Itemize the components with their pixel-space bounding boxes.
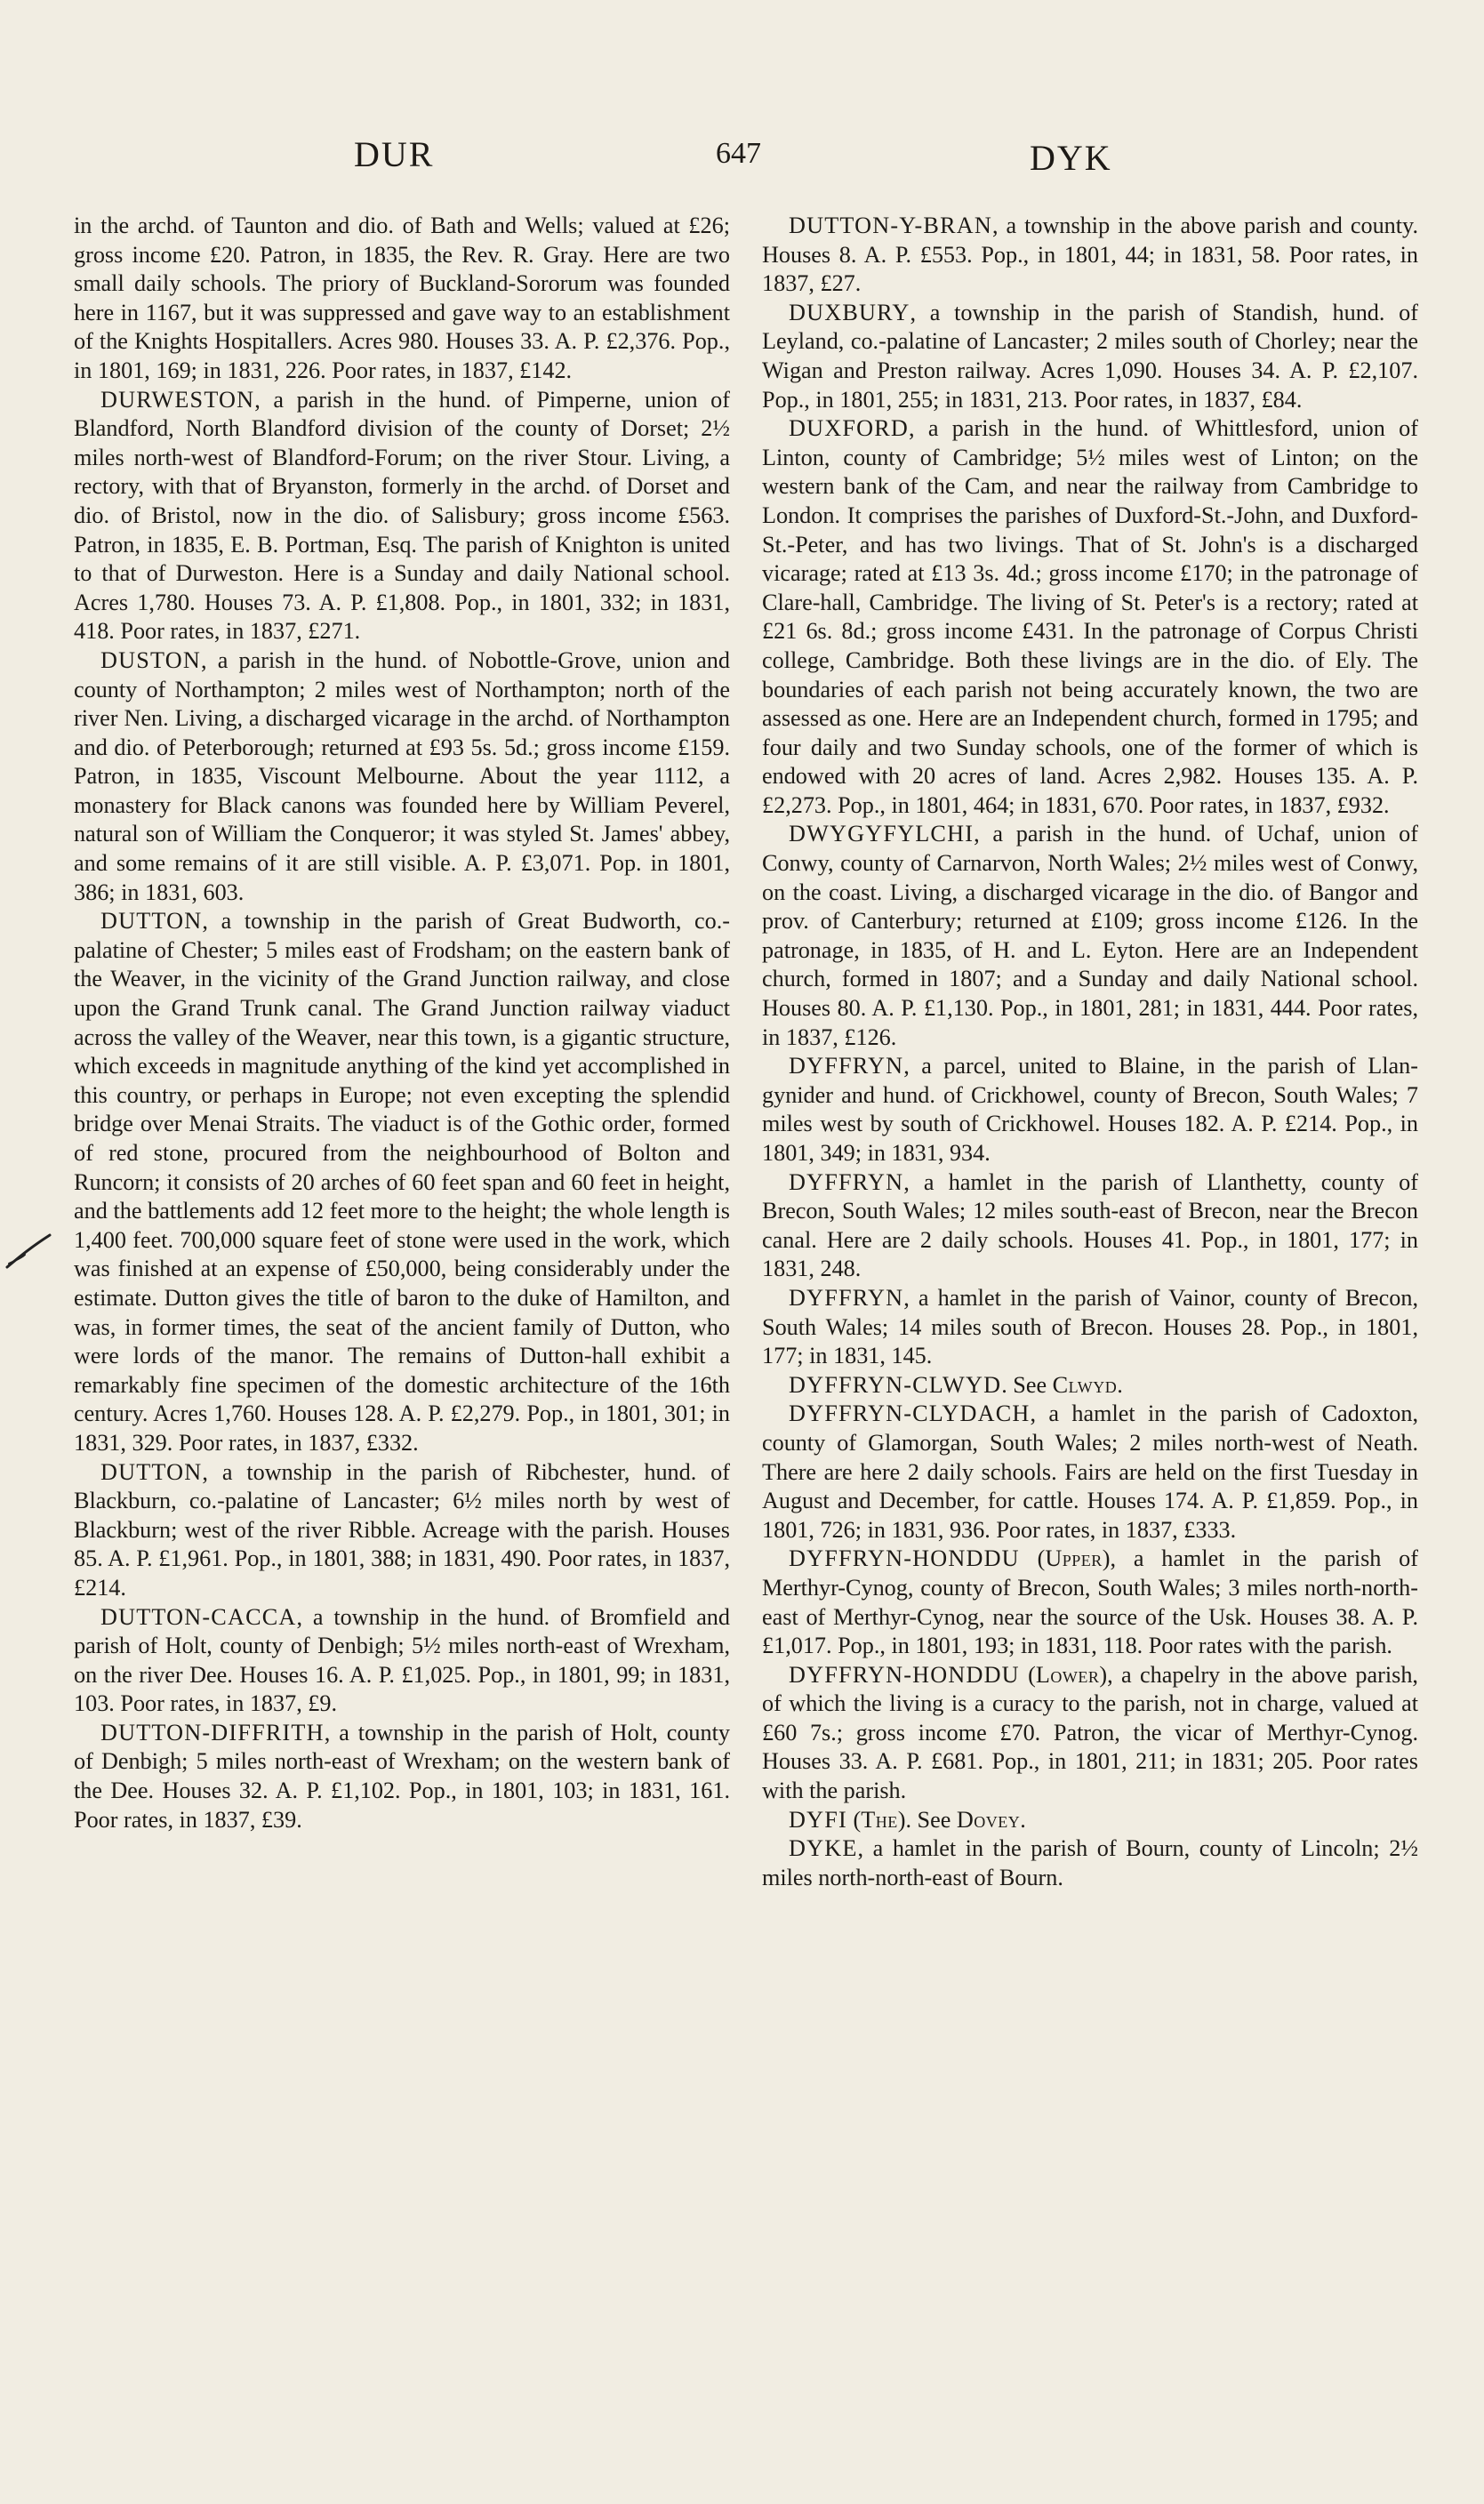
- entry-qualifier: Upper: [1045, 1545, 1103, 1572]
- page-number: 647: [716, 137, 761, 170]
- entry-text: , a parish in the hund. of Nobottle-Grove, union and county of Northampton; 2 miles west of Northampton; north of the river Nen. Living, a discharged vicarage in the archd. of Northampton and dio. of Peterborough; returned at £93 5s. 5d.; gross income £159. Patron, in 1835, Viscount Melbourne. About the year 1112, a monastery for Black canons was founded here by William Peverel, natural son of William the Conqueror; it was styled St. James' abbey, and some remains of it are still visible. A. P. £3,071. Pop. in 1801, 386; in 1831, 603.: [74, 646, 730, 905]
- entry-text: , a hamlet in the parish of Llanthetty, county of Brecon, South Wales; 12 miles south-east of Brecon, near the Brecon canal. Here are 2 daily schools. Houses 41. Pop., in 1801, 177; in 1831, 248.: [762, 1168, 1418, 1282]
- entry-text: , a hamlet in the parish of Bourn, county of Lincoln; 2½ miles north-north-east of Bourn.: [762, 1835, 1418, 1890]
- gazetteer-entry: DYFFRYN-HONDDU (Upper), a hamlet in the parish of Merthyr-Cynog, county of Brecon, South Wales; 3 miles north-north-east of Merthyr-Cynog, near the source of the Usk. Houses 38. A. P. £1,017. Pop., in 1801, 193; in 1831, 118. Poor rates with the parish.: [762, 1545, 1418, 1659]
- entry-text: , a parish in the hund. of Uchaf, union of Conwy, county of Carnarvon, North Wales; 2½ miles west of Conwy, on the coast. Living, a discharged vicarage in the dio. of Bangor and prov. of Canterbury; returned at £109; gross income £126. In the patronage, in 1835, of H. and L. Eyton. Here are an Independent church, formed in 1807; and a Sunday and daily National school. Houses 80. A. P. £1,130. Pop., in 1801, 281; in 1831, 444. Poor rates, in 1837, £126.: [762, 821, 1418, 1050]
- entry-headword: DYFFRYN: [789, 1284, 904, 1311]
- gazetteer-entry: [762, 1400, 1418, 1545]
- entry-text: in the archd. of Taunton and dio. of Bath and Wells; valued at £26; gross income £20. Patron, in 1835, the Rev. R. Gray. Here are two small daily schools. The priory of Buckland-Sororum was founded here in 1167, but it was suppressed and gave way to an establishment of the Knights Hospitallers. Acres 980. Houses 33. A. P. £2,376. Pop., in 1801, 169; in 1831, 226. Poor rates, in 1837, £142.: [74, 213, 730, 383]
- gazetteer-entry: DYFFRYN-HONDDU (Lower), a chapelry in the above parish, of which the living is a curacy to the parish, not in charge, valued at £60 7s.; gross income £70. Patron, the vicar of Merthyr-Cynog. Houses 33. A. P. £681. Pop., in 1801, 211; in 1831; 205. Poor rates with the parish.: [762, 1661, 1418, 1804]
- entry-headword: DYFFRYN: [789, 1053, 904, 1079]
- gazetteer-entry: [762, 212, 1418, 299]
- entry-text: , a township in the parish of Holt, county of Denbigh; 5 miles north-east of Wrexham; on the western bank of the Dee. Houses 32. A. P. £1,102. Pop., in 1801, 103; in 1831, 161. Poor rates, in 1837, £39.: [74, 1719, 730, 1833]
- gazetteer-entry: DYFI (The). See Dovey.: [789, 1806, 1026, 1833]
- entry-text: , a township in the parish of Standish, hund. of Leyland, co.-palatine of Lancaster; 2 miles south of Chorley; near the Wigan and Preston railway. Acres 1,090. Houses 34. A. P. £2,107. Pop., in 1801, 255; in 1831, 213. Poor rates, in 1837, £84.: [762, 299, 1418, 413]
- entry-text: . See: [905, 1806, 957, 1833]
- entry-text: , a township in the parish of Great Budworth, co.-palatine of Chester; 5 miles east of Frodsham; on the eastern bank of the Weaver, in the vicinity of the Grand Junction railway, and close upon the Grand Trunk canal. The Grand Junction railway viaduct across the valley of the Weaver, near this town, is a gigantic structure, which exceeds in magnitude anything of the kind yet accomplished in this country, or perhaps in Europe; not even excepting the splendid bridge over Menai Straits. The viaduct is of the Gothic order, formed of red stone, procured from the neighbourhood of Bolton and Runcorn; it consists of 20 arches of 60 feet span and 60 feet in height, and the battlements add 12 feet more to the height; the whole length is 1,400 feet. 700,000 square feet of stone were used in the work, which was finished at an expense of £50,000, being considerably under the estimate. Dutton gives the title of baron to the duke of Hamilton, and was, in former times, the seat of the ancient family of Dutton, who were lords of the manor. The remains of Dutton-hall exhibit a remarkably fine specimen of the domestic architecture of the 16th century. Acres 1,760. Houses 128. A. P. £2,279. Pop., in 1801, 301; in 1831, 329. Poor rates, in 1837, £332.: [74, 908, 730, 1456]
- cross-reference: Clwyd: [1052, 1371, 1118, 1398]
- entry-headword: DYFFRYN-HONDDU: [789, 1661, 1020, 1688]
- entry-headword: DUTTON-Y-BRAN: [789, 213, 992, 238]
- left-column: [74, 212, 730, 1834]
- entry-text: , a hamlet in the parish of Cadoxton, county of Glamorgan, South Wales; 2 miles north-west of Neath. There are here 2 daily schools. Fairs are held on the first Tuesday in August and December, for cattle. Houses 174. A. P. £1,859. Pop., in 1801, 726; in 1831, 936. Poor rates, in 1837, £333.: [762, 1400, 1418, 1543]
- gazetteer-entry: [762, 1284, 1418, 1371]
- entry-text: , a chapelry in the above parish, of which the living is a curacy to the parish, not in charge, valued at £60 7s.; gross income £70. Patron, the vicar of Merthyr-Cynog. Houses 33. A. P. £681. Pop., in 1801, 211; in 1831; 205. Poor rates with the parish.: [762, 1661, 1418, 1804]
- entry-qualifier: Lower: [1035, 1661, 1100, 1688]
- entry-continuation: [74, 212, 730, 386]
- right-column: [762, 212, 1418, 1892]
- header-right-guide-word: DYK: [1030, 138, 1112, 178]
- gazetteer-entry: [762, 1052, 1418, 1168]
- entry-headword: DYFI: [789, 1806, 847, 1833]
- entry-qualifier: The: [861, 1806, 898, 1833]
- entry-headword: DYKE: [789, 1835, 858, 1862]
- gazetteer-entry: [762, 1168, 1418, 1284]
- entry-headword: DUTTON-CACCA: [100, 1603, 297, 1630]
- entry-headword: DURWESTON: [100, 386, 255, 413]
- entry-text: , a parcel, united to Blaine, in the parish of Llan-gynider and hund. of Crickhowel, county of Brecon, South Wales; 7 miles west by south of Crickhowel. Houses 182. A. P. £214. Pop., in 1801, 349; in 1831, 934.: [762, 1053, 1418, 1166]
- entry-headword: DUTTON: [100, 908, 203, 935]
- entry-text: , a hamlet in the parish of Vainor, county of Brecon, South Wales; 14 miles south of Brecon. Houses 28. Pop., in 1801, 177; in 1831, 145.: [762, 1284, 1418, 1369]
- entry-headword: DUTTON-DIFFRITH: [100, 1719, 325, 1746]
- gazetteer-entry: [74, 646, 730, 907]
- gazetteer-entry: [74, 1719, 730, 1834]
- entry-headword: DUSTON: [100, 646, 201, 673]
- entry-headword: DYFFRYN-HONDDU: [789, 1545, 1020, 1572]
- entry-headword: DYFFRYN-CLYDACH: [789, 1400, 1031, 1427]
- entry-text: . See: [1001, 1371, 1053, 1398]
- entry-text: , a parish in the hund. of Pimperne, union of Blandford, North Blandford division of the county of Dorset; 2½ miles north-west of Blandford-Forum; on the river Stour. Living, a rectory, with that of Bryanston, formerly in the archd. of Dorset and dio. of Bristol, now in the dio. of Salisbury; gross income £563. Patron, in 1835, E. B. Portman, Esq. The parish of Knighton is united to that of Durweston. Here is a Sunday and daily National school. Acres 1,780. Houses 73. A. P. £1,808. Pop., in 1801, 332; in 1831, 418. Poor rates, in 1837, £271.: [74, 386, 730, 645]
- gazetteer-entry: [762, 820, 1418, 1052]
- entry-headword: DYFFRYN-CLWYD: [789, 1371, 1002, 1398]
- gazetteer-entry: [74, 1603, 730, 1719]
- entry-headword: DUXBURY: [789, 299, 910, 325]
- gazetteer-entry: [74, 907, 730, 1457]
- gazetteer-entry: [762, 299, 1418, 414]
- entry-text: , a hamlet in the parish of Merthyr-Cynog, county of Brecon, South Wales; 3 miles north-north-east of Merthyr-Cynog, near the source of the Usk. Houses 38. A. P. £1,017. Pop., in 1801, 193; in 1831, 118. Poor rates with the parish.: [762, 1545, 1418, 1659]
- cross-reference: Dovey: [956, 1806, 1021, 1833]
- entry-text: , a parish in the hund. of Whittlesford, union of Linton, county of Cambridge; 5½ miles west of Linton; on the western bank of the Cam, and near the railway from Cambridge to London. It comprises the parishes of Duxford-St.-John, and Duxford-St.-Peter, and has two livings. That of St. John's is a discharged vicarage; rated at £13 3s. 4d.; gross income £170; in the patronage of Clare-hall, Cambridge. The living of St. Peter's is a rectory; rated at £21 6s. 8d.; gross income £431. In the patronage of Corpus Christi college, Cambridge. Both these livings are in the dio. of Ely. The boundaries of each parish not being accurately known, the two are assessed as one. Here are an Independent church, formed in 1795; and four daily and two Sunday schools, one of the former of which is endowed with 20 acres of land. Acres 2,982. Houses 135. A. P. £2,273. Pop., in 1801, 464; in 1831, 670. Poor rates, in 1837, £932.: [762, 415, 1418, 818]
- entry-text: , a township in the parish of Ribchester, hund. of Blackburn, co.-palatine of Lancaster; 6½ miles north by west of Blackburn; west of the river Ribble. Acreage with the parish. Houses 85. A. P. £1,961. Pop., in 1801, 388; in 1831, 490. Poor rates, in 1837, £214.: [74, 1458, 730, 1601]
- entry-headword: DUTTON: [100, 1458, 203, 1485]
- header-left-guide-word: DUR: [354, 134, 435, 174]
- gazetteer-entry: DYFFRYN-CLWYD. See Clwyd.: [789, 1371, 1123, 1398]
- entry-text: , a township in the above parish and county. Houses 8. A. P. £553. Pop., in 1801, 44; in 1831, 58. Poor rates, in 1837, £27.: [762, 213, 1418, 297]
- running-header: [0, 133, 1484, 187]
- entry-text: , a township in the hund. of Bromfield and parish of Holt, county of Denbigh; 5½ miles north-east of Wrexham, on the river Dee. Houses 16. A. P. £1,025. Pop., in 1801, 99; in 1831, 103. Poor rates, in 1837, £9.: [74, 1603, 730, 1717]
- gazetteer-entry: [74, 1458, 730, 1603]
- margin-pen-mark: [5, 1232, 52, 1269]
- entry-headword: DWYGYFYLCHI: [789, 821, 975, 847]
- gazetteer-entry: [762, 414, 1418, 820]
- gazetteer-entry: [74, 386, 730, 646]
- entry-headword: DYFFRYN: [789, 1168, 904, 1195]
- entry-headword: DUXFORD: [789, 415, 909, 442]
- gazetteer-entry: [762, 1834, 1418, 1892]
